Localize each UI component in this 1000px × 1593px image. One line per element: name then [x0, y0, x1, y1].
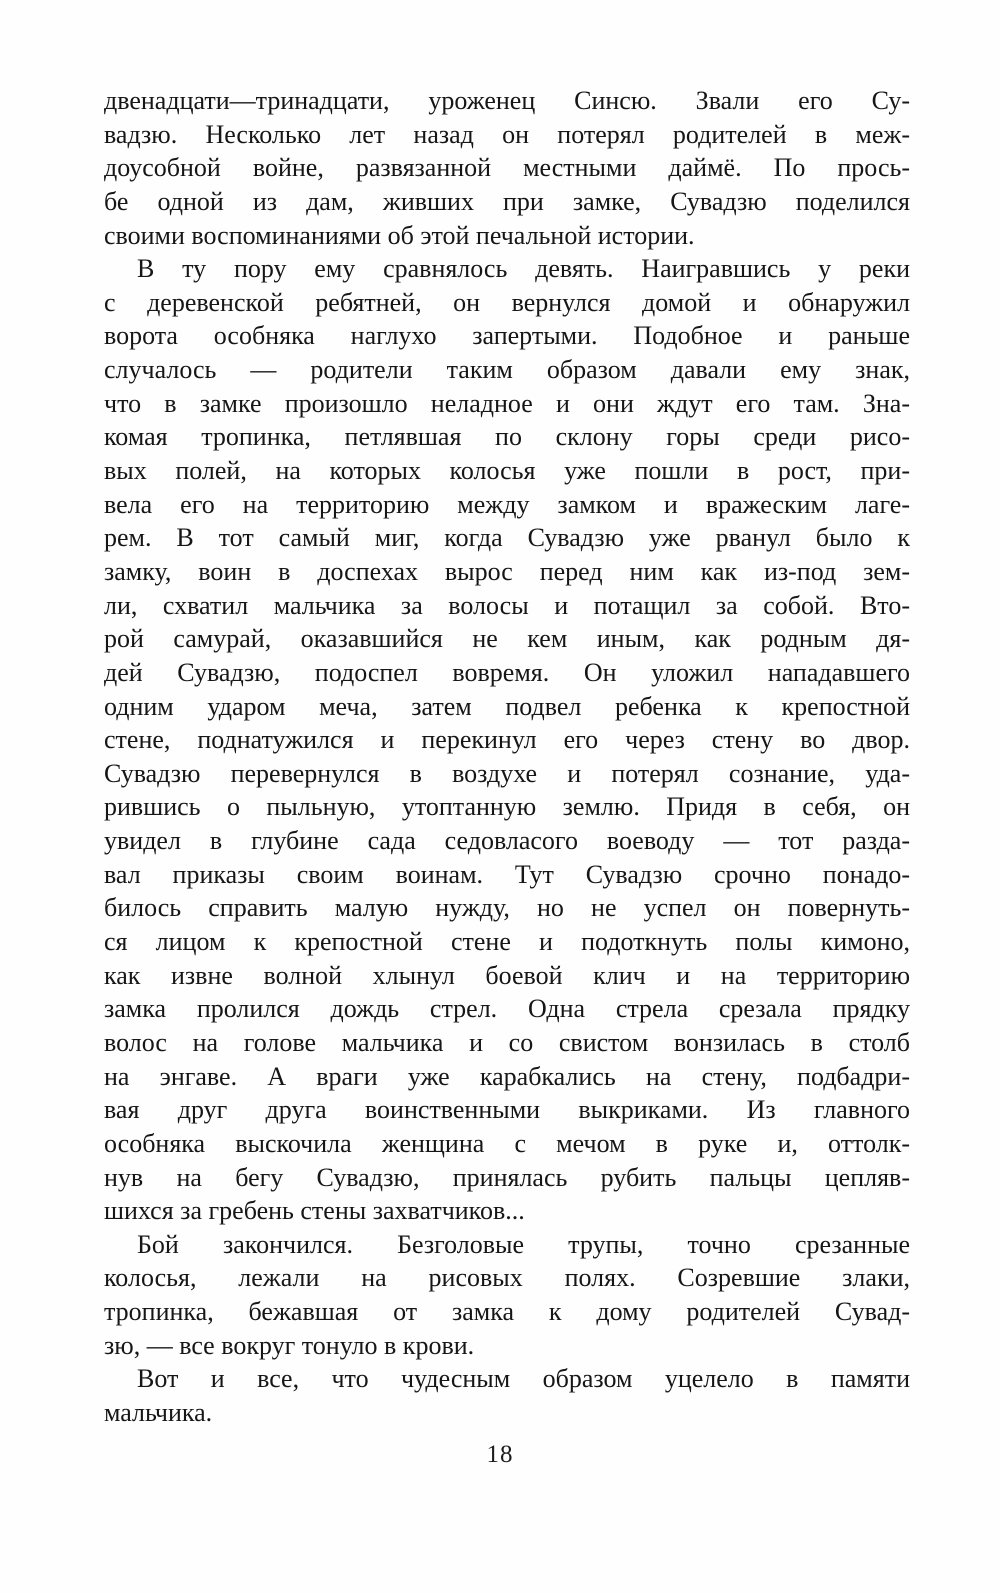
text-line: зю, — все вокруг тонуло в крови.	[104, 1330, 475, 1360]
text-line: Вот и все, что чудесным образом уцелело в памяти	[137, 1364, 910, 1394]
text-line: что в замке произошло неладное и они ждут его там. Зна-	[104, 388, 910, 418]
text-line: шихся за гребень стены захватчиков...	[104, 1196, 525, 1226]
text-line: рем. В тот самый миг, когда Сувадзю уже рванул было к	[104, 523, 910, 553]
text-line: ли, схватил мальчика за волосы и потащил за собой. Вто-	[104, 590, 910, 620]
text-line: рой самурай, оказавшийся не кем иным, как родным дя-	[104, 624, 910, 654]
text-line: доусобной войне, развязанной местными даймё. По прось-	[104, 153, 910, 183]
text-line: особняка выскочила женщина с мечом в руке и, оттолк-	[104, 1128, 910, 1158]
page-number: 18	[486, 1441, 514, 1468]
text-line: вых полей, на которых колосья уже пошли в рост, при-	[104, 456, 910, 486]
text-line: на энгаве. А враги уже карабкались на стену, подбадри-	[104, 1061, 910, 1091]
text-line: рившись о пыльную, утоптанную землю. Придя в себя, он	[104, 792, 910, 822]
text-line: двенадцати—тринадцати, уроженец Синсю. Звали его Су-	[104, 86, 910, 115]
text-line: бе одной из дам, живших при замке, Сувадзю поделился	[104, 186, 910, 216]
text-line: Сувадзю перевернулся в воздухе и потерял сознание, уда-	[104, 758, 910, 788]
text-line: ворота особняка наглухо запертыми. Подобное и раньше	[104, 321, 910, 351]
text-line: замку, воин в доспехах вырос перед ним как из-под зем-	[104, 556, 910, 586]
text-line: стене, поднатужился и перекинул его через стену во двор.	[104, 725, 910, 755]
text-line: замка пролился дождь стрел. Одна стрела срезала прядку	[104, 994, 910, 1024]
text-line: как извне волной хлынул боевой клич и на территорию	[104, 960, 910, 990]
text-line: вадзю. Несколько лет назад он потерял родителей в меж-	[104, 119, 910, 149]
text-line: комая тропинка, петлявшая по склону горы среди рисо-	[104, 422, 910, 452]
text-line: В ту пору ему сравнялось девять. Наигравшись у реки	[137, 254, 910, 284]
text-line: Бой закончился. Безголовые трупы, точно срезанные	[137, 1229, 910, 1259]
paragraph	[104, 1362, 910, 1429]
text-line: вал приказы своим воинам. Тут Сувадзю срочно понадо-	[104, 859, 910, 889]
text-line: мальчика.	[104, 1397, 213, 1427]
text-line: колосья, лежали на рисовых полях. Созревшие злаки,	[104, 1263, 910, 1293]
text-block	[104, 84, 910, 1430]
text-line: увидел в глубине сада седовласого воеводу — тот разда-	[104, 826, 910, 856]
paragraph	[104, 1228, 910, 1363]
text-line: билось справить малую нужду, но не успел он повернуть-	[104, 893, 910, 923]
text-line: волос на голове мальчика и со свистом вонзилась в столб	[104, 1027, 910, 1057]
text-line: вая друг друга воинственными выкриками. Из главного	[104, 1095, 910, 1125]
text-line: с деревенской ребятней, он вернулся домой и обнаружил	[104, 287, 910, 317]
text-line: своими воспоминаниями об этой печальной истории.	[104, 220, 695, 250]
text-line: одним ударом меча, затем подвел ребенка к крепостной	[104, 691, 910, 721]
text-line: случалось — родители таким образом давали ему знак,	[104, 355, 910, 385]
paragraph	[104, 84, 910, 252]
paragraph	[104, 252, 910, 1228]
text-line: ся лицом к крепостной стене и подоткнуть полы кимоно,	[104, 927, 910, 957]
text-line: дей Сувадзю, подоспел вовремя. Он уложил нападавшего	[104, 657, 910, 687]
text-line: тропинка, бежавшая от замка к дому родителей Сувад-	[104, 1297, 910, 1327]
text-line: вела его на территорию между замком и вражеским лаге-	[104, 489, 910, 519]
text-line: нув на бегу Сувадзю, принялась рубить пальцы цепляв-	[104, 1162, 910, 1192]
